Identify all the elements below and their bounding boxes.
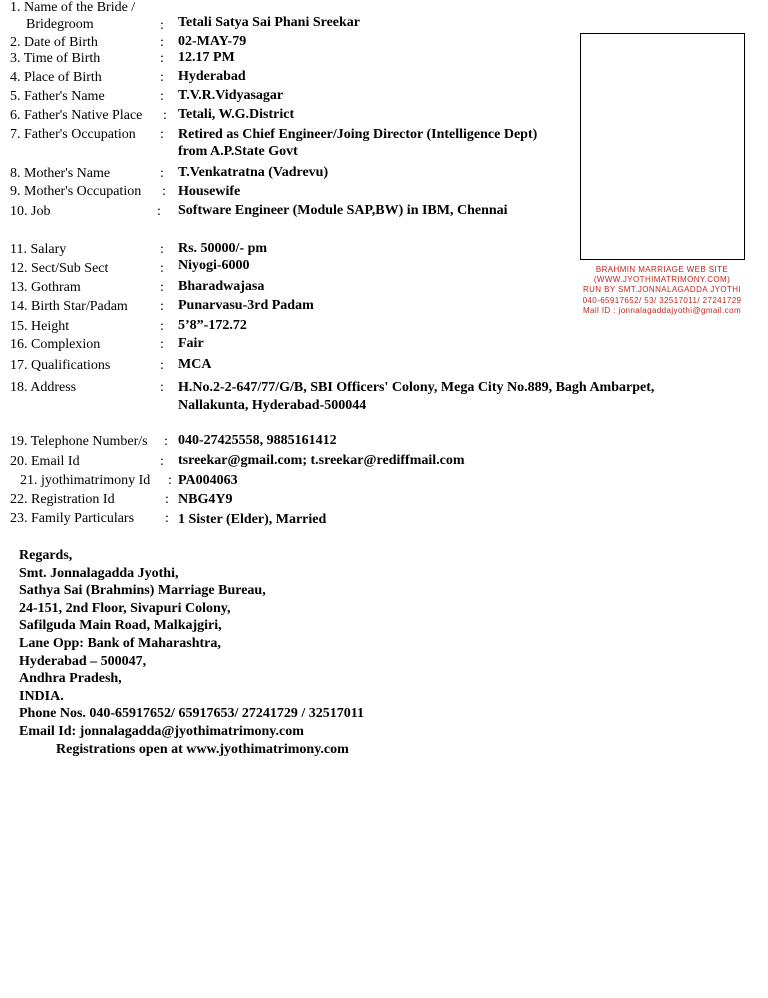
field-label: 21. jyothimatrimony Id [20,473,151,488]
field-value: PA004063 [178,473,238,488]
field-label: 17. Qualifications [10,358,111,373]
field-value: T.Venkatratna (Vadrevu) [178,165,329,180]
field-colon: : [160,35,164,50]
field-row-registration-id [0,492,768,512]
field-label: 16. Complexion [10,337,101,352]
bureau-note-line: (WWW.JYOTHIMATRIMONY.COM) [593,275,731,285]
field-label: 13. Gothram [10,280,81,295]
field-label: 1. Name of the Bride / [10,0,136,15]
field-colon: : [160,280,164,295]
field-label: 3. Time of Birth [10,51,101,66]
signature-line: Hyderabad – 500047, [19,653,147,669]
field-value: 5’8”-172.72 [178,318,247,333]
field-colon: : [160,51,164,66]
field-colon: : [165,511,169,526]
field-colon: : [160,454,164,469]
signature-line: Regards, [19,548,73,563]
field-label: 20. Email Id [10,454,80,469]
field-value: Hyderabad [178,69,246,84]
signature-block [19,547,364,758]
field-label: 5. Father's Name [10,89,105,104]
field-colon: : [160,337,164,352]
field-label: 4. Place of Birth [10,70,102,85]
field-label: 12. Sect/Sub Sect [10,261,109,276]
field-colon: : [160,18,164,33]
signature-line: 24-151, 2nd Floor, Sivapuri Colony, [19,600,231,616]
field-colon: : [157,204,161,219]
field-colon: : [160,166,164,181]
field-value: 02-MAY-79 [178,34,247,49]
field-colon: : [163,108,167,123]
field-colon: : [164,434,168,449]
field-value: Retired as Chief Engineer/Joing Director (Intelligence Dept) from A.P.State Govt [178,127,538,159]
field-value: Tetali, W.G.District [178,107,295,122]
field-value: 040-27425558, 9885161412 [178,433,337,448]
field-value: Housewife [178,184,241,199]
bureau-note-line: Mail ID : jonnalagaddajyothi@gmail.com [582,305,742,315]
field-label: 19. Telephone Number/s [10,434,148,449]
field-label: 8. Mother's Name [10,166,111,181]
field-colon: : [165,492,169,507]
signature-line: Sathya Sai (Brahmins) Marriage Bureau, [19,583,266,599]
field-colon: : [160,261,164,276]
field-label: 9. Mother's Occupation [10,184,142,199]
signature-line: Smt. Jonnalagadda Jyothi, [19,565,179,581]
field-colon: : [160,380,164,395]
field-label-continued: Bridegroom [26,17,94,32]
field-row-telephone [0,433,768,453]
field-colon: : [160,242,164,257]
field-row-qualifications [0,357,768,377]
field-value: T.V.R.Vidyasagar [178,88,284,103]
field-label: 2. Date of Birth [10,35,98,50]
bureau-note [566,265,758,316]
field-value: Fair [178,336,204,351]
field-value: NBG4Y9 [178,492,233,507]
field-value: Bharadwajasa [178,279,265,294]
field-value: Tetali Satya Sai Phani Sreekar [178,15,361,30]
field-value: 12.17 PM [178,50,235,65]
field-row-jyothimatrimony-id [0,473,768,493]
signature-line: INDIA. [19,688,64,704]
field-label: 7. Father's Occupation [10,127,136,142]
field-colon: : [160,319,164,334]
field-row-name [0,0,768,36]
field-label: 15. Height [10,319,70,334]
field-value: Niyogi-6000 [178,258,250,273]
field-label: 23. Family Particulars [10,511,135,526]
signature-line: Phone Nos. 040-65917652/ 65917653/ 27241729 / 32517011 [19,706,364,722]
signature-line: Email Id: jonnalagadda@jyothimatrimony.com [19,723,304,739]
signature-line: Lane Opp: Bank of Maharashtra, [19,635,221,651]
field-value: tsreekar@gmail.com; t.sreekar@rediffmail.com [178,453,465,468]
field-label: 18. Address [10,380,77,395]
field-colon: : [160,89,164,104]
field-colon: : [162,184,166,199]
field-label: 11. Salary [10,242,67,257]
field-row-email [0,453,768,473]
bureau-note-line: 040-65917652/ 53/ 32517011/ 27241729 [582,295,742,305]
field-value: MCA [178,357,212,372]
photo-placeholder [580,33,745,260]
field-row-address [0,379,768,417]
field-value: H.No.2-2-647/77/G/B, SBI Officers' Colony, Mega City No.889, Bagh Ambarpet, Nallakunta, Hyderabad-500044 [178,380,655,413]
field-label: 6. Father's Native Place [10,108,143,123]
field-colon: : [160,70,164,85]
field-colon: : [160,127,164,142]
field-row-complexion [0,337,768,357]
field-label: 22. Registration Id [10,492,115,507]
field-colon: : [168,473,172,488]
bureau-note-line: BRAHMIN MARRIAGE WEB SITE [595,265,729,274]
field-row-family-particulars [0,511,768,531]
field-colon: : [160,358,164,373]
field-value: Punarvasu-3rd Padam [178,298,314,313]
field-value: 1 Sister (Elder), Married [178,512,327,527]
field-label: 14. Birth Star/Padam [10,299,128,314]
field-value: Rs. 50000/- pm [178,241,268,256]
field-colon: : [160,299,164,314]
field-label: 10. Job [10,204,51,219]
bureau-note-line: RUN BY SMT.JONNALAGADDA JYOTHI [582,285,742,295]
signature-line: Andhra Pradesh, [19,671,122,687]
field-value: Software Engineer (Module SAP,BW) in IBM, Chennai [178,203,508,218]
signature-line: Safilguda Main Road, Malkajgiri, [19,618,222,634]
field-row-height [0,318,768,338]
signature-line: Registrations open at www.jyothimatrimony.com [56,741,349,757]
